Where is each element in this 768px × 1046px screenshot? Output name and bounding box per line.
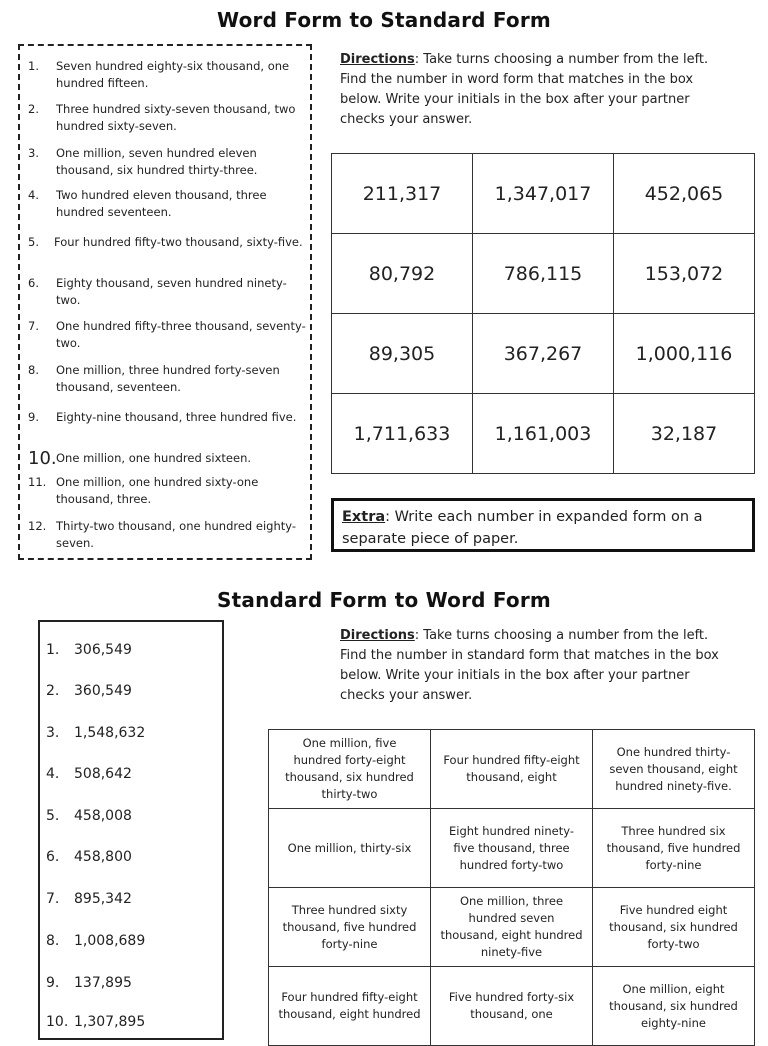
list-item (46, 808, 216, 824)
grid-cell[interactable]: Four hundred fifty-eight thousand, eight (431, 730, 593, 809)
grid-cell[interactable]: 89,305 (332, 314, 473, 394)
grid-cell[interactable]: 153,072 (614, 234, 755, 314)
item-text: Thirty-two thousand, one hundred eighty-seven. (56, 519, 297, 550)
item-number: 4. (28, 188, 39, 202)
item-number: 10. (46, 1014, 69, 1030)
item-number: 9. (28, 410, 39, 424)
item-number: 9. (46, 975, 60, 991)
item-text: Three hundred sixty-seven thousand, two hundred sixty-seven. (56, 102, 296, 133)
list-item (46, 891, 216, 907)
list-item (46, 683, 216, 699)
list-item (46, 725, 216, 741)
directions-2 (340, 626, 720, 706)
item-text: One million, seven hundred eleven thousand, six hundred thirty-three. (56, 146, 258, 177)
item-number: 6. (46, 849, 60, 865)
item-text: One million, one hundred sixteen. (56, 451, 252, 465)
extra-label: Extra (342, 509, 386, 525)
list-item (46, 766, 216, 782)
item-value: 306,549 (74, 642, 132, 658)
directions-text: : Take turns choosing a number from the left. Find the number in word form that matches in the box below. Write your initials in the box after your partner checks your answer. (340, 52, 709, 127)
item-value: 1,008,689 (74, 933, 146, 949)
item-number: 6. (28, 276, 39, 290)
list-item (46, 933, 216, 949)
item-value: 508,642 (74, 766, 132, 782)
directions-1 (340, 50, 720, 130)
item-text: One million, one hundred sixty-one thousand, three. (56, 475, 259, 506)
item-text: Two hundred eleven thousand, three hundred seventeen. (56, 188, 267, 219)
list-item (46, 1014, 216, 1030)
section1-title: Word Form to Standard Form (217, 8, 551, 32)
directions-text: : Take turns choosing a number from the left. Find the number in standard form that matches in the box below. Write your initials in the box after your partner checks your answer. (340, 628, 719, 703)
item-number: 7. (28, 319, 39, 333)
grid-cell[interactable]: Four hundred fifty-eight thousand, eight hundred (269, 967, 431, 1046)
grid-cell[interactable]: One million, thirty-six (269, 809, 431, 888)
item-number: 5. (46, 808, 60, 824)
item-text: Eighty thousand, seven hundred ninety-two. (56, 276, 287, 307)
extra-text: : Write each number in expanded form on a separate piece of paper. (342, 509, 703, 547)
item-number: 8. (28, 363, 39, 377)
item-number: 10. (28, 448, 57, 469)
grid-cell[interactable]: 211,317 (332, 154, 473, 234)
item-value: 137,895 (74, 975, 132, 991)
item-value: 895,342 (74, 891, 132, 907)
item-number: 1. (46, 642, 60, 658)
standard-form-grid (331, 153, 755, 474)
item-number: 12. (28, 519, 47, 533)
item-value: 458,800 (74, 849, 132, 865)
list-item (46, 642, 216, 658)
item-number: 3. (46, 725, 60, 741)
grid-cell[interactable]: 1,711,633 (332, 394, 473, 474)
grid-cell[interactable]: One million, eight thousand, six hundred eighty-nine (593, 967, 755, 1046)
item-number: 3. (28, 146, 39, 160)
item-value: 1,548,632 (74, 725, 146, 741)
item-number: 7. (46, 891, 60, 907)
list-item (46, 975, 216, 991)
grid-cell[interactable]: 1,000,116 (614, 314, 755, 394)
grid-cell[interactable]: One million, five hundred forty-eight thousand, six hundred thirty-two (269, 730, 431, 809)
item-value: 1,307,895 (74, 1014, 146, 1030)
item-value: 360,549 (74, 683, 132, 699)
item-number: 2. (46, 683, 60, 699)
grid-cell[interactable]: Eight hundred ninety-five thousand, three hundred forty-two (431, 809, 593, 888)
grid-cell[interactable]: Five hundred forty-six thousand, one (431, 967, 593, 1046)
item-text: One million, three hundred forty-seven thousand, seventeen. (56, 363, 280, 394)
item-text: Eighty-nine thousand, three hundred five. (56, 410, 297, 424)
grid-cell[interactable]: One million, three hundred seven thousand, eight hundred ninety-five (431, 888, 593, 967)
item-number: 4. (46, 766, 60, 782)
grid-cell[interactable]: 1,347,017 (473, 154, 614, 234)
grid-cell[interactable]: 1,161,003 (473, 394, 614, 474)
grid-cell[interactable]: 80,792 (332, 234, 473, 314)
extra-box (331, 498, 755, 552)
grid-cell[interactable]: 786,115 (473, 234, 614, 314)
item-text: Seven hundred eighty-six thousand, one hundred fifteen. (56, 59, 290, 90)
grid-cell[interactable]: 367,267 (473, 314, 614, 394)
grid-cell[interactable]: 452,065 (614, 154, 755, 234)
grid-cell[interactable]: 32,187 (614, 394, 755, 474)
word-form-grid (268, 729, 755, 1046)
section2-title: Standard Form to Word Form (217, 588, 551, 612)
item-text: Four hundred fifty-two thousand, sixty-five. (54, 235, 303, 249)
list-item (46, 849, 216, 865)
grid-cell[interactable]: One hundred thirty-seven thousand, eight hundred ninety-five. (593, 730, 755, 809)
directions-label: Directions (340, 52, 415, 67)
item-number: 11. (28, 475, 47, 489)
item-number: 2. (28, 102, 39, 116)
grid-cell[interactable]: Three hundred six thousand, five hundred forty-nine (593, 809, 755, 888)
grid-cell[interactable]: Three hundred sixty thousand, five hundred forty-nine (269, 888, 431, 967)
item-number: 1. (28, 59, 39, 73)
item-text: One hundred fifty-three thousand, seventy-two. (56, 319, 306, 350)
item-number: 8. (46, 933, 60, 949)
item-value: 458,008 (74, 808, 132, 824)
directions-label: Directions (340, 628, 415, 643)
grid-cell[interactable]: Five hundred eight thousand, six hundred forty-two (593, 888, 755, 967)
item-number: 5. (28, 235, 39, 249)
